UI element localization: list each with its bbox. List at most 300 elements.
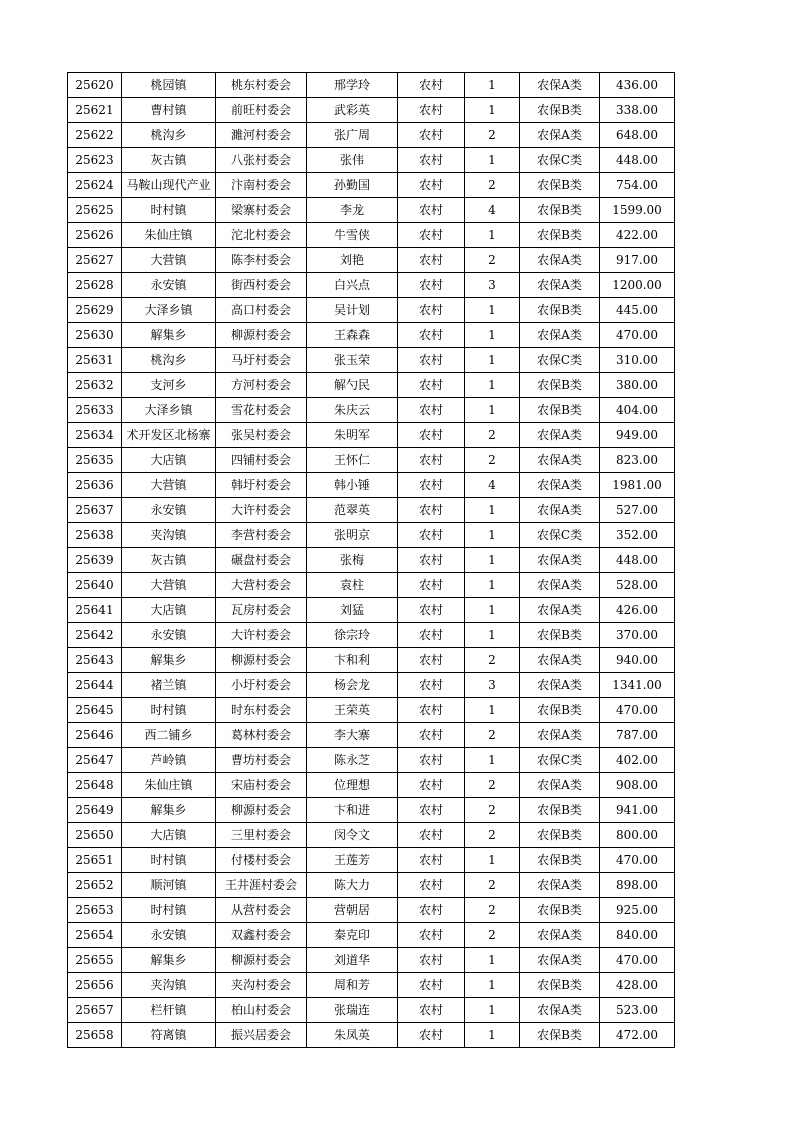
township-cell: 顺河镇 xyxy=(122,873,216,898)
record-id-cell: 25633 xyxy=(68,398,122,423)
amount-cell: 823.00 xyxy=(600,448,675,473)
village-committee-cell: 夹沟村委会 xyxy=(216,973,307,998)
record-id-cell: 25632 xyxy=(68,373,122,398)
record-id-cell: 25651 xyxy=(68,848,122,873)
table-row xyxy=(68,973,675,998)
count-cell: 2 xyxy=(465,448,520,473)
table-row xyxy=(68,873,675,898)
village-committee-cell: 马圩村委会 xyxy=(216,348,307,373)
table-row xyxy=(68,698,675,723)
record-id-cell: 25622 xyxy=(68,123,122,148)
township-cell: 大营镇 xyxy=(122,248,216,273)
insurance-type-cell: 农保A类 xyxy=(520,873,600,898)
township-cell: 解集乡 xyxy=(122,948,216,973)
township-cell: 永安镇 xyxy=(122,273,216,298)
category-cell: 农村 xyxy=(398,473,465,498)
name-cell: 闵令文 xyxy=(307,823,398,848)
name-cell: 解勺民 xyxy=(307,373,398,398)
amount-cell: 422.00 xyxy=(600,223,675,248)
amount-cell: 523.00 xyxy=(600,998,675,1023)
township-cell: 永安镇 xyxy=(122,623,216,648)
name-cell: 张瑞连 xyxy=(307,998,398,1023)
township-cell: 大泽乡镇 xyxy=(122,398,216,423)
record-id-cell: 25636 xyxy=(68,473,122,498)
count-cell: 2 xyxy=(465,798,520,823)
township-cell: 支河乡 xyxy=(122,373,216,398)
record-id-cell: 25648 xyxy=(68,773,122,798)
amount-cell: 404.00 xyxy=(600,398,675,423)
category-cell: 农村 xyxy=(398,198,465,223)
record-id-cell: 25649 xyxy=(68,798,122,823)
count-cell: 1 xyxy=(465,73,520,98)
insurance-type-cell: 农保A类 xyxy=(520,573,600,598)
township-cell: 大店镇 xyxy=(122,598,216,623)
township-cell: 符离镇 xyxy=(122,1023,216,1048)
insurance-type-cell: 农保B类 xyxy=(520,98,600,123)
record-id-cell: 25652 xyxy=(68,873,122,898)
record-id-cell: 25641 xyxy=(68,598,122,623)
village-committee-cell: 陈李村委会 xyxy=(216,248,307,273)
category-cell: 农村 xyxy=(398,423,465,448)
category-cell: 农村 xyxy=(398,723,465,748)
township-cell: 时村镇 xyxy=(122,848,216,873)
insurance-type-cell: 农保B类 xyxy=(520,298,600,323)
insurance-type-cell: 农保B类 xyxy=(520,198,600,223)
village-committee-cell: 时东村委会 xyxy=(216,698,307,723)
insurance-type-cell: 农保A类 xyxy=(520,448,600,473)
record-id-cell: 25656 xyxy=(68,973,122,998)
insurance-type-cell: 农保C类 xyxy=(520,748,600,773)
category-cell: 农村 xyxy=(398,673,465,698)
table-row xyxy=(68,798,675,823)
amount-cell: 448.00 xyxy=(600,548,675,573)
village-committee-cell: 方河村委会 xyxy=(216,373,307,398)
insurance-type-cell: 农保A类 xyxy=(520,948,600,973)
amount-cell: 908.00 xyxy=(600,773,675,798)
table-row xyxy=(68,448,675,473)
amount-cell: 528.00 xyxy=(600,573,675,598)
category-cell: 农村 xyxy=(398,398,465,423)
amount-cell: 940.00 xyxy=(600,648,675,673)
amount-cell: 380.00 xyxy=(600,373,675,398)
count-cell: 1 xyxy=(465,973,520,998)
township-cell: 时村镇 xyxy=(122,898,216,923)
record-id-cell: 25644 xyxy=(68,673,122,698)
township-cell: 西二铺乡 xyxy=(122,723,216,748)
category-cell: 农村 xyxy=(398,773,465,798)
name-cell: 范翠英 xyxy=(307,498,398,523)
count-cell: 1 xyxy=(465,573,520,598)
table-row xyxy=(68,623,675,648)
table-row xyxy=(68,348,675,373)
name-cell: 卞和利 xyxy=(307,648,398,673)
township-cell: 夹沟镇 xyxy=(122,973,216,998)
village-committee-cell: 宋庙村委会 xyxy=(216,773,307,798)
category-cell: 农村 xyxy=(398,998,465,1023)
count-cell: 1 xyxy=(465,548,520,573)
amount-cell: 1200.00 xyxy=(600,273,675,298)
name-cell: 韩小锤 xyxy=(307,473,398,498)
record-id-cell: 25626 xyxy=(68,223,122,248)
township-cell: 朱仙庄镇 xyxy=(122,773,216,798)
amount-cell: 1981.00 xyxy=(600,473,675,498)
amount-cell: 949.00 xyxy=(600,423,675,448)
insurance-type-cell: 农保C类 xyxy=(520,148,600,173)
name-cell: 武彩英 xyxy=(307,98,398,123)
insurance-type-cell: 农保B类 xyxy=(520,398,600,423)
insurance-type-cell: 农保A类 xyxy=(520,773,600,798)
village-committee-cell: 从营村委会 xyxy=(216,898,307,923)
table-row xyxy=(68,423,675,448)
name-cell: 吴计划 xyxy=(307,298,398,323)
village-committee-cell: 大许村委会 xyxy=(216,623,307,648)
insurance-type-cell: 农保B类 xyxy=(520,223,600,248)
name-cell: 陈大力 xyxy=(307,873,398,898)
village-committee-cell: 柳源村委会 xyxy=(216,798,307,823)
record-id-cell: 25640 xyxy=(68,573,122,598)
record-id-cell: 25623 xyxy=(68,148,122,173)
name-cell: 张明京 xyxy=(307,523,398,548)
insurance-type-cell: 农保B类 xyxy=(520,1023,600,1048)
insurance-type-cell: 农保A类 xyxy=(520,123,600,148)
insurance-type-cell: 农保A类 xyxy=(520,648,600,673)
record-id-cell: 25627 xyxy=(68,248,122,273)
township-cell: 桃园镇 xyxy=(122,73,216,98)
record-id-cell: 25624 xyxy=(68,173,122,198)
name-cell: 袁柱 xyxy=(307,573,398,598)
insurance-type-cell: 农保A类 xyxy=(520,323,600,348)
village-committee-cell: 沱北村委会 xyxy=(216,223,307,248)
count-cell: 1 xyxy=(465,623,520,648)
insurance-type-cell: 农保A类 xyxy=(520,273,600,298)
name-cell: 刘道华 xyxy=(307,948,398,973)
category-cell: 农村 xyxy=(398,823,465,848)
record-id-cell: 25639 xyxy=(68,548,122,573)
insurance-type-cell: 农保B类 xyxy=(520,823,600,848)
name-cell: 孙勤国 xyxy=(307,173,398,198)
insurance-type-cell: 农保B类 xyxy=(520,373,600,398)
record-id-cell: 25642 xyxy=(68,623,122,648)
amount-cell: 470.00 xyxy=(600,948,675,973)
table-row xyxy=(68,373,675,398)
record-id-cell: 25654 xyxy=(68,923,122,948)
township-cell: 大营镇 xyxy=(122,573,216,598)
count-cell: 4 xyxy=(465,473,520,498)
table-row xyxy=(68,198,675,223)
name-cell: 朱庆云 xyxy=(307,398,398,423)
record-id-cell: 25638 xyxy=(68,523,122,548)
township-cell: 解集乡 xyxy=(122,648,216,673)
count-cell: 1 xyxy=(465,323,520,348)
name-cell: 杨会龙 xyxy=(307,673,398,698)
category-cell: 农村 xyxy=(398,623,465,648)
category-cell: 农村 xyxy=(398,448,465,473)
count-cell: 1 xyxy=(465,373,520,398)
village-committee-cell: 柏山村委会 xyxy=(216,998,307,1023)
name-cell: 位理想 xyxy=(307,773,398,798)
name-cell: 邢学玲 xyxy=(307,73,398,98)
count-cell: 2 xyxy=(465,873,520,898)
township-cell: 永安镇 xyxy=(122,498,216,523)
table-row xyxy=(68,73,675,98)
count-cell: 3 xyxy=(465,273,520,298)
category-cell: 农村 xyxy=(398,148,465,173)
name-cell: 李大寨 xyxy=(307,723,398,748)
insurance-type-cell: 农保A类 xyxy=(520,73,600,98)
village-committee-cell: 八张村委会 xyxy=(216,148,307,173)
amount-cell: 436.00 xyxy=(600,73,675,98)
township-cell: 永安镇 xyxy=(122,923,216,948)
amount-cell: 527.00 xyxy=(600,498,675,523)
insurance-type-cell: 农保B类 xyxy=(520,698,600,723)
count-cell: 1 xyxy=(465,148,520,173)
insurance-type-cell: 农保B类 xyxy=(520,623,600,648)
table-row xyxy=(68,998,675,1023)
township-cell: 时村镇 xyxy=(122,698,216,723)
table-row xyxy=(68,673,675,698)
amount-cell: 898.00 xyxy=(600,873,675,898)
record-id-cell: 25620 xyxy=(68,73,122,98)
amount-cell: 426.00 xyxy=(600,598,675,623)
category-cell: 农村 xyxy=(398,1023,465,1048)
name-cell: 王荣英 xyxy=(307,698,398,723)
village-committee-cell: 大营村委会 xyxy=(216,573,307,598)
table-row xyxy=(68,648,675,673)
township-cell: 术开发区北杨寨 xyxy=(122,423,216,448)
count-cell: 1 xyxy=(465,498,520,523)
category-cell: 农村 xyxy=(398,348,465,373)
table-row xyxy=(68,273,675,298)
village-committee-cell: 三里村委会 xyxy=(216,823,307,848)
table-row xyxy=(68,823,675,848)
category-cell: 农村 xyxy=(398,123,465,148)
count-cell: 1 xyxy=(465,298,520,323)
village-committee-cell: 雪花村委会 xyxy=(216,398,307,423)
record-id-cell: 25643 xyxy=(68,648,122,673)
amount-cell: 470.00 xyxy=(600,698,675,723)
count-cell: 1 xyxy=(465,598,520,623)
table-row xyxy=(68,548,675,573)
village-committee-cell: 前旺村委会 xyxy=(216,98,307,123)
category-cell: 农村 xyxy=(398,273,465,298)
amount-cell: 370.00 xyxy=(600,623,675,648)
amount-cell: 840.00 xyxy=(600,923,675,948)
record-id-cell: 25634 xyxy=(68,423,122,448)
category-cell: 农村 xyxy=(398,73,465,98)
amount-cell: 352.00 xyxy=(600,523,675,548)
count-cell: 1 xyxy=(465,98,520,123)
category-cell: 农村 xyxy=(398,748,465,773)
record-id-cell: 25655 xyxy=(68,948,122,973)
records-table xyxy=(67,72,675,1048)
amount-cell: 787.00 xyxy=(600,723,675,748)
village-committee-cell: 桃东村委会 xyxy=(216,73,307,98)
name-cell: 周和芳 xyxy=(307,973,398,998)
village-committee-cell: 高口村委会 xyxy=(216,298,307,323)
count-cell: 2 xyxy=(465,723,520,748)
village-committee-cell: 柳源村委会 xyxy=(216,323,307,348)
name-cell: 卞和进 xyxy=(307,798,398,823)
name-cell: 营朝居 xyxy=(307,898,398,923)
name-cell: 张广周 xyxy=(307,123,398,148)
category-cell: 农村 xyxy=(398,898,465,923)
village-committee-cell: 韩圩村委会 xyxy=(216,473,307,498)
count-cell: 1 xyxy=(465,698,520,723)
table-row xyxy=(68,498,675,523)
record-id-cell: 25637 xyxy=(68,498,122,523)
record-id-cell: 25625 xyxy=(68,198,122,223)
record-id-cell: 25647 xyxy=(68,748,122,773)
count-cell: 2 xyxy=(465,823,520,848)
amount-cell: 338.00 xyxy=(600,98,675,123)
name-cell: 王莲芳 xyxy=(307,848,398,873)
amount-cell: 448.00 xyxy=(600,148,675,173)
count-cell: 2 xyxy=(465,423,520,448)
category-cell: 农村 xyxy=(398,848,465,873)
village-committee-cell: 葛林村委会 xyxy=(216,723,307,748)
category-cell: 农村 xyxy=(398,973,465,998)
table-row xyxy=(68,723,675,748)
village-committee-cell: 小圩村委会 xyxy=(216,673,307,698)
count-cell: 2 xyxy=(465,248,520,273)
record-id-cell: 25658 xyxy=(68,1023,122,1048)
village-committee-cell: 双鑫村委会 xyxy=(216,923,307,948)
table-row xyxy=(68,573,675,598)
count-cell: 2 xyxy=(465,173,520,198)
category-cell: 农村 xyxy=(398,98,465,123)
category-cell: 农村 xyxy=(398,798,465,823)
township-cell: 大店镇 xyxy=(122,448,216,473)
record-id-cell: 25628 xyxy=(68,273,122,298)
insurance-type-cell: 农保A类 xyxy=(520,598,600,623)
table-row xyxy=(68,898,675,923)
name-cell: 朱明军 xyxy=(307,423,398,448)
insurance-type-cell: 农保B类 xyxy=(520,898,600,923)
insurance-type-cell: 农保B类 xyxy=(520,848,600,873)
table-row xyxy=(68,1023,675,1048)
table-row xyxy=(68,98,675,123)
table-row xyxy=(68,473,675,498)
name-cell: 王怀仁 xyxy=(307,448,398,473)
table-row xyxy=(68,148,675,173)
amount-cell: 470.00 xyxy=(600,848,675,873)
name-cell: 牛雪侠 xyxy=(307,223,398,248)
amount-cell: 310.00 xyxy=(600,348,675,373)
amount-cell: 402.00 xyxy=(600,748,675,773)
township-cell: 桃沟乡 xyxy=(122,123,216,148)
table-row xyxy=(68,323,675,348)
amount-cell: 472.00 xyxy=(600,1023,675,1048)
insurance-type-cell: 农保A类 xyxy=(520,423,600,448)
village-committee-cell: 张吴村委会 xyxy=(216,423,307,448)
village-committee-cell: 付楼村委会 xyxy=(216,848,307,873)
category-cell: 农村 xyxy=(398,248,465,273)
township-cell: 朱仙庄镇 xyxy=(122,223,216,248)
amount-cell: 648.00 xyxy=(600,123,675,148)
insurance-type-cell: 农保A类 xyxy=(520,673,600,698)
count-cell: 1 xyxy=(465,748,520,773)
count-cell: 1 xyxy=(465,523,520,548)
name-cell: 张玉荣 xyxy=(307,348,398,373)
record-id-cell: 25631 xyxy=(68,348,122,373)
township-cell: 桃沟乡 xyxy=(122,348,216,373)
table-row xyxy=(68,598,675,623)
amount-cell: 754.00 xyxy=(600,173,675,198)
insurance-type-cell: 农保A类 xyxy=(520,998,600,1023)
category-cell: 农村 xyxy=(398,923,465,948)
township-cell: 栏杆镇 xyxy=(122,998,216,1023)
category-cell: 农村 xyxy=(398,573,465,598)
insurance-type-cell: 农保A类 xyxy=(520,473,600,498)
name-cell: 朱凤英 xyxy=(307,1023,398,1048)
count-cell: 2 xyxy=(465,123,520,148)
township-cell: 褚兰镇 xyxy=(122,673,216,698)
insurance-type-cell: 农保A类 xyxy=(520,248,600,273)
village-committee-cell: 瓦房村委会 xyxy=(216,598,307,623)
insurance-type-cell: 农保A类 xyxy=(520,498,600,523)
table-body xyxy=(68,73,675,1048)
township-cell: 曹村镇 xyxy=(122,98,216,123)
category-cell: 农村 xyxy=(398,523,465,548)
township-cell: 灰古镇 xyxy=(122,148,216,173)
category-cell: 农村 xyxy=(398,298,465,323)
category-cell: 农村 xyxy=(398,323,465,348)
record-id-cell: 25650 xyxy=(68,823,122,848)
count-cell: 2 xyxy=(465,923,520,948)
township-cell: 大营镇 xyxy=(122,473,216,498)
table-row xyxy=(68,948,675,973)
amount-cell: 800.00 xyxy=(600,823,675,848)
name-cell: 刘艳 xyxy=(307,248,398,273)
amount-cell: 941.00 xyxy=(600,798,675,823)
name-cell: 白兴点 xyxy=(307,273,398,298)
insurance-type-cell: 农保B类 xyxy=(520,798,600,823)
count-cell: 2 xyxy=(465,773,520,798)
category-cell: 农村 xyxy=(398,598,465,623)
table-row xyxy=(68,398,675,423)
count-cell: 1 xyxy=(465,223,520,248)
category-cell: 农村 xyxy=(398,648,465,673)
count-cell: 1 xyxy=(465,998,520,1023)
record-id-cell: 25630 xyxy=(68,323,122,348)
insurance-type-cell: 农保B类 xyxy=(520,973,600,998)
village-committee-cell: 梁寨村委会 xyxy=(216,198,307,223)
insurance-type-cell: 农保A类 xyxy=(520,548,600,573)
record-id-cell: 25645 xyxy=(68,698,122,723)
amount-cell: 917.00 xyxy=(600,248,675,273)
table-row xyxy=(68,298,675,323)
category-cell: 农村 xyxy=(398,548,465,573)
table-row xyxy=(68,248,675,273)
count-cell: 1 xyxy=(465,848,520,873)
township-cell: 马鞍山现代产业 xyxy=(122,173,216,198)
amount-cell: 1599.00 xyxy=(600,198,675,223)
record-id-cell: 25653 xyxy=(68,898,122,923)
category-cell: 农村 xyxy=(398,873,465,898)
village-committee-cell: 碾盘村委会 xyxy=(216,548,307,573)
count-cell: 2 xyxy=(465,898,520,923)
category-cell: 农村 xyxy=(398,373,465,398)
name-cell: 陈永芝 xyxy=(307,748,398,773)
category-cell: 农村 xyxy=(398,698,465,723)
village-committee-cell: 街西村委会 xyxy=(216,273,307,298)
township-cell: 解集乡 xyxy=(122,323,216,348)
amount-cell: 1341.00 xyxy=(600,673,675,698)
village-committee-cell: 曹坊村委会 xyxy=(216,748,307,773)
table-row xyxy=(68,773,675,798)
amount-cell: 470.00 xyxy=(600,323,675,348)
township-cell: 夹沟镇 xyxy=(122,523,216,548)
